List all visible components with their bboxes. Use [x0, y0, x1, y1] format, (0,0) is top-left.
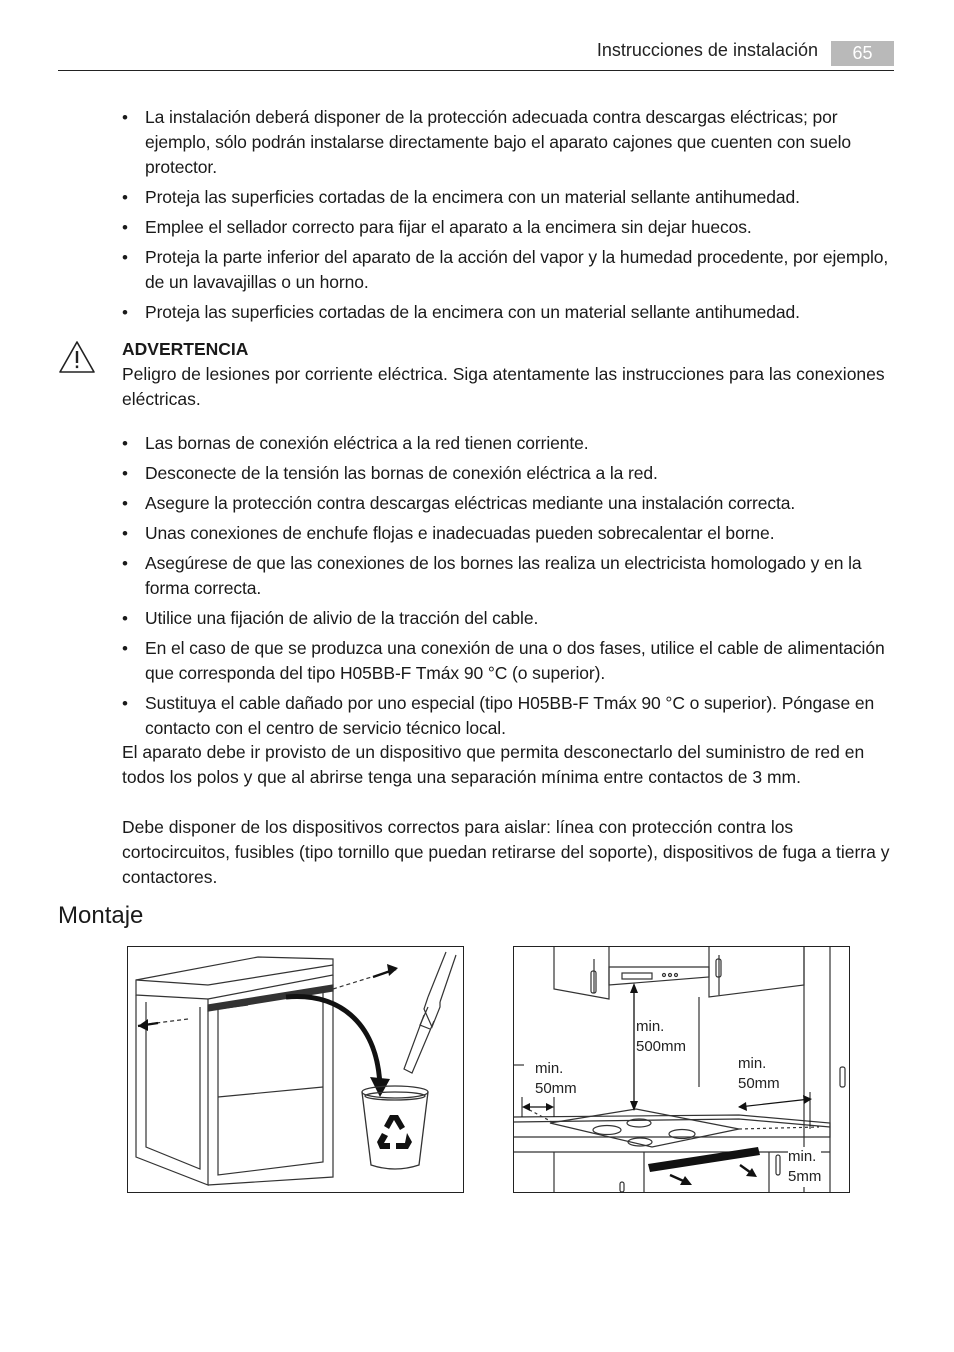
- bullet-icon: •: [122, 524, 128, 543]
- bullet-icon: •: [122, 303, 128, 322]
- bullet-icon: •: [122, 108, 128, 127]
- bullet-icon: •: [122, 554, 128, 573]
- header-rule: [58, 70, 894, 71]
- label-min-500mm: min. 500mm: [636, 1018, 687, 1055]
- list-item: • Emplee el sellador correcto para fijar el aparato a la encimera sin dejar huecos.: [122, 215, 897, 240]
- warning-triangle-icon: [58, 340, 96, 374]
- list-item: • Utilice una fijación de alivio de la tracción del cable.: [122, 606, 897, 631]
- list-item: • En el caso de que se produzca una conexión de una o dos fases, utilice el cable de alimentación que corresponda del tipo H05BB-F Tmáx 90 °C (o superior).: [122, 638, 885, 683]
- bullet-icon: •: [122, 639, 128, 658]
- list-item: • Asegure la protección contra descargas eléctricas mediante una instalación correcta.: [122, 491, 897, 516]
- label-min-50mm-right: min. 50mm: [738, 1055, 780, 1092]
- list-item: • Las bornas de conexión eléctrica a la red tienen corriente.: [122, 431, 897, 456]
- bullet-list-electric: [122, 431, 897, 741]
- bullet-list-installation: [122, 105, 897, 330]
- page-number: 65: [831, 41, 894, 66]
- bullet-icon: •: [122, 464, 128, 483]
- figure-cabinet-recycle: [127, 946, 464, 1193]
- bullet-icon: •: [122, 609, 128, 628]
- figure-hob-clearances: [513, 946, 850, 1193]
- list-item: • Proteja las superficies cortadas de la encimera con un material sellante antihumedad.: [122, 300, 897, 325]
- list-item: • Sustituya el cable dañado por uno especial (tipo H05BB-F Tmáx 90 °C o superior). Póngase en contacto con el centro de servicio técnico local.: [122, 693, 875, 738]
- recycle-icon: [377, 1115, 412, 1149]
- label-min-5mm: min. 5mm: [788, 1148, 822, 1185]
- bullet-icon: •: [122, 248, 128, 267]
- paragraph-disconnect: El aparato debe ir provisto de un dispositivo que permita desconectarlo del suministro de red en todos los polos y que al abrirse tenga una separación mínima entre contactos de 3 mm.: [122, 742, 865, 787]
- bullet-icon: •: [122, 434, 128, 453]
- bullet-icon: •: [122, 694, 128, 713]
- warning-text: Peligro de lesiones por corriente eléctrica. Siga atentamente las instrucciones para las conexiones eléctricas.: [122, 364, 885, 409]
- label-min-50mm-left: min. 50mm: [535, 1060, 577, 1097]
- list-item: • Asegúrese de que las conexiones de los bornes las realiza un electricista homologado y en la forma correcta.: [122, 553, 862, 598]
- warning-title: ADVERTENCIA: [122, 339, 249, 359]
- header-title: Instrucciones de instalación: [596, 40, 818, 60]
- paragraph-isolation: Debe disponer de los dispositivos correctos para aislar: línea con protección contra los cortocircuitos, fusibles (tipo tornillo que puedan retirarse del soporte), dispositivos de fuga a tierra y contactores.: [122, 817, 890, 887]
- bullet-icon: •: [122, 218, 128, 237]
- list-item: • Unas conexiones de enchufe flojas e inadecuadas pueden sobrecalentar el borne.: [122, 521, 897, 546]
- bullet-icon: •: [122, 188, 128, 207]
- list-item: • La instalación deberá disponer de la protección adecuada contra descargas eléctricas; por ejemplo, sólo podrán instalarse directamente bajo el aparato cajones que cuenten con suelo protector.: [122, 107, 852, 177]
- section-title: Montaje: [58, 902, 144, 929]
- bullet-icon: •: [122, 494, 128, 513]
- list-item: • Proteja las superficies cortadas de la encimera con un material sellante antihumedad.: [122, 185, 897, 210]
- cabinet-illustration: [128, 947, 463, 1192]
- list-item: • Proteja la parte inferior del aparato de la acción del vapor y la humedad procedente, por ejemplo, de un lavavajillas o un horno.: [122, 247, 889, 292]
- list-item: • Desconecte de la tensión las bornas de conexión eléctrica a la red.: [122, 461, 897, 486]
